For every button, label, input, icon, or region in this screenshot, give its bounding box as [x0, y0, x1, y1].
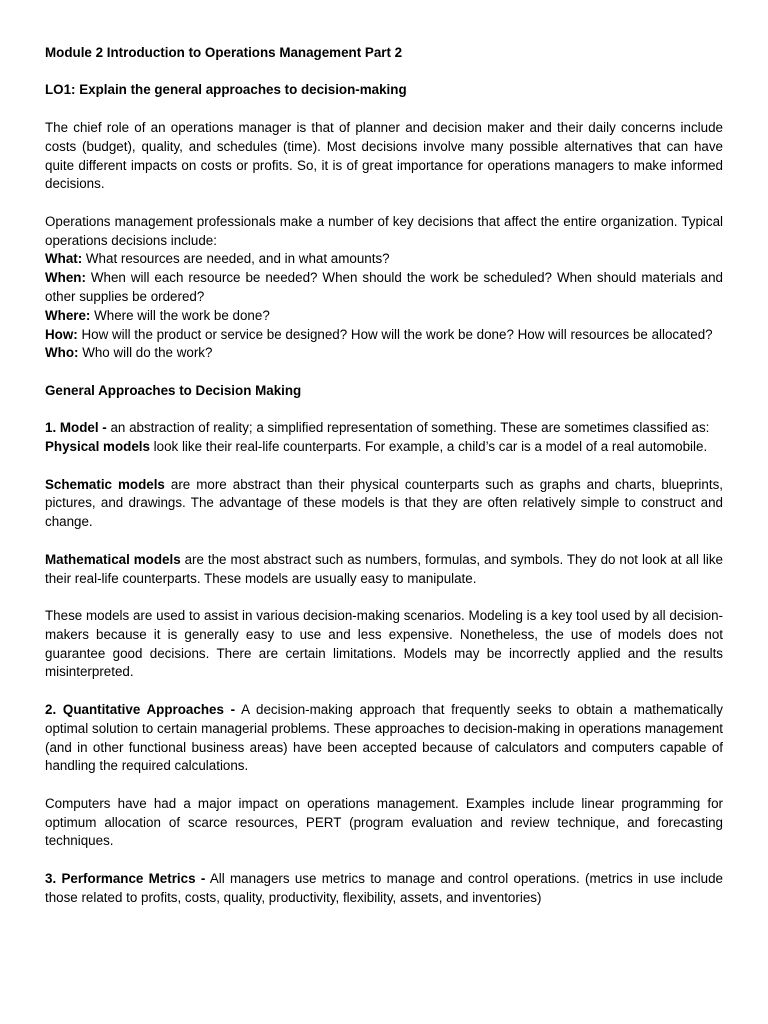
model-text: an abstraction of reality; a simplified representation of something. These are sometimes classified as:	[106, 420, 710, 436]
physical-models-label: Physical models	[45, 439, 150, 455]
question-label: Who:	[45, 345, 79, 361]
performance-metrics-text: All managers use metrics to manage and control operations. (metrics in use include those related to profits, costs, quality, productivity, flexibility, assets, and inventories)	[45, 870, 723, 905]
question-label: Where:	[45, 307, 91, 323]
approaches-heading: General Approaches to Decision Making	[45, 382, 302, 398]
question-label: How:	[45, 326, 78, 342]
physical-models-text: look like their real-life counterparts. For example, a child’s car is a model of a real automobile.	[149, 439, 708, 455]
question-who	[45, 344, 723, 363]
quantitative-label: 2. Quantitative Approaches -	[45, 701, 236, 717]
quantitative-paragraph	[45, 701, 723, 776]
model-paragraph	[45, 419, 723, 438]
question-text: Who will do the work?	[78, 345, 213, 361]
question-text: How will the product or service be designed? How will the work be done? How will resources be allocated?	[77, 326, 713, 342]
performance-metrics-paragraph	[45, 870, 723, 908]
model-label: 1. Model -	[45, 420, 107, 436]
mathematical-models-label: Mathematical models	[45, 551, 181, 567]
mathematical-models-paragraph	[45, 551, 723, 589]
question-text: What resources are needed, and in what amounts?	[82, 251, 390, 267]
computers-paragraph: Computers have had a major impact on operations management. Examples include linear programming for optimum allocation of scarce resources, PERT (program evaluation and review technique, and forecasting techniques.	[45, 795, 723, 849]
document-page	[45, 44, 723, 907]
schematic-models-paragraph	[45, 476, 723, 532]
question-what	[45, 250, 723, 269]
quantitative-text: A decision-making approach that frequently seeks to obtain a mathematically optimal solution to certain managerial problems. These approaches to decision-making in operations management (and in other functional business areas) have been accepted because of calculators and computers capable of handling the required calculations.	[45, 701, 724, 774]
schematic-models-label: Schematic models	[45, 476, 165, 492]
question-text: When will each resource be needed? When should the work be scheduled? When should materials and other supplies be ordered?	[45, 270, 723, 305]
question-label: When:	[45, 270, 86, 286]
question-where	[45, 307, 723, 326]
question-how	[45, 326, 723, 345]
physical-models-paragraph	[45, 438, 723, 457]
document-title: Module 2 Introduction to Operations Management Part 2	[45, 45, 403, 60]
models-usage-paragraph: These models are used to assist in various decision-making scenarios. Modeling is a key tool used by all decision-makers because it is generally easy to use and less expensive. Nonetheless, the use of models does not guarantee good decisions. There are certain limitations. Models may be incorrectly applied and the results misinterpreted.	[45, 608, 723, 680]
performance-metrics-label: 3. Performance Metrics -	[45, 870, 206, 886]
decisions-intro-paragraph: Operations management professionals make a number of key decisions that affect the entire organization. Typical operations decisions include:	[45, 213, 723, 248]
learning-objective-heading: LO1: Explain the general approaches to decision-making	[45, 82, 407, 98]
intro-paragraph: The chief role of an operations manager is that of planner and decision maker and their daily concerns include costs (budget), quality, and schedules (time). Most decisions involve many possible alternatives that can have quite different impacts on costs or profits. So, it is of great importance for operations managers to make informed decisions.	[45, 119, 723, 192]
question-label: What:	[45, 251, 83, 267]
question-when	[45, 269, 723, 307]
mathematical-models-text: are the most abstract such as numbers, formulas, and symbols. They do not look at all like their real-life counterparts. These models are usually easy to manipulate.	[45, 551, 723, 586]
schematic-models-text: are more abstract than their physical counterparts such as graphs and charts, blueprints, pictures, and drawings. The advantage of these models is that they are often relatively simple to construct and change.	[45, 476, 723, 530]
question-text: Where will the work be done?	[90, 307, 270, 323]
